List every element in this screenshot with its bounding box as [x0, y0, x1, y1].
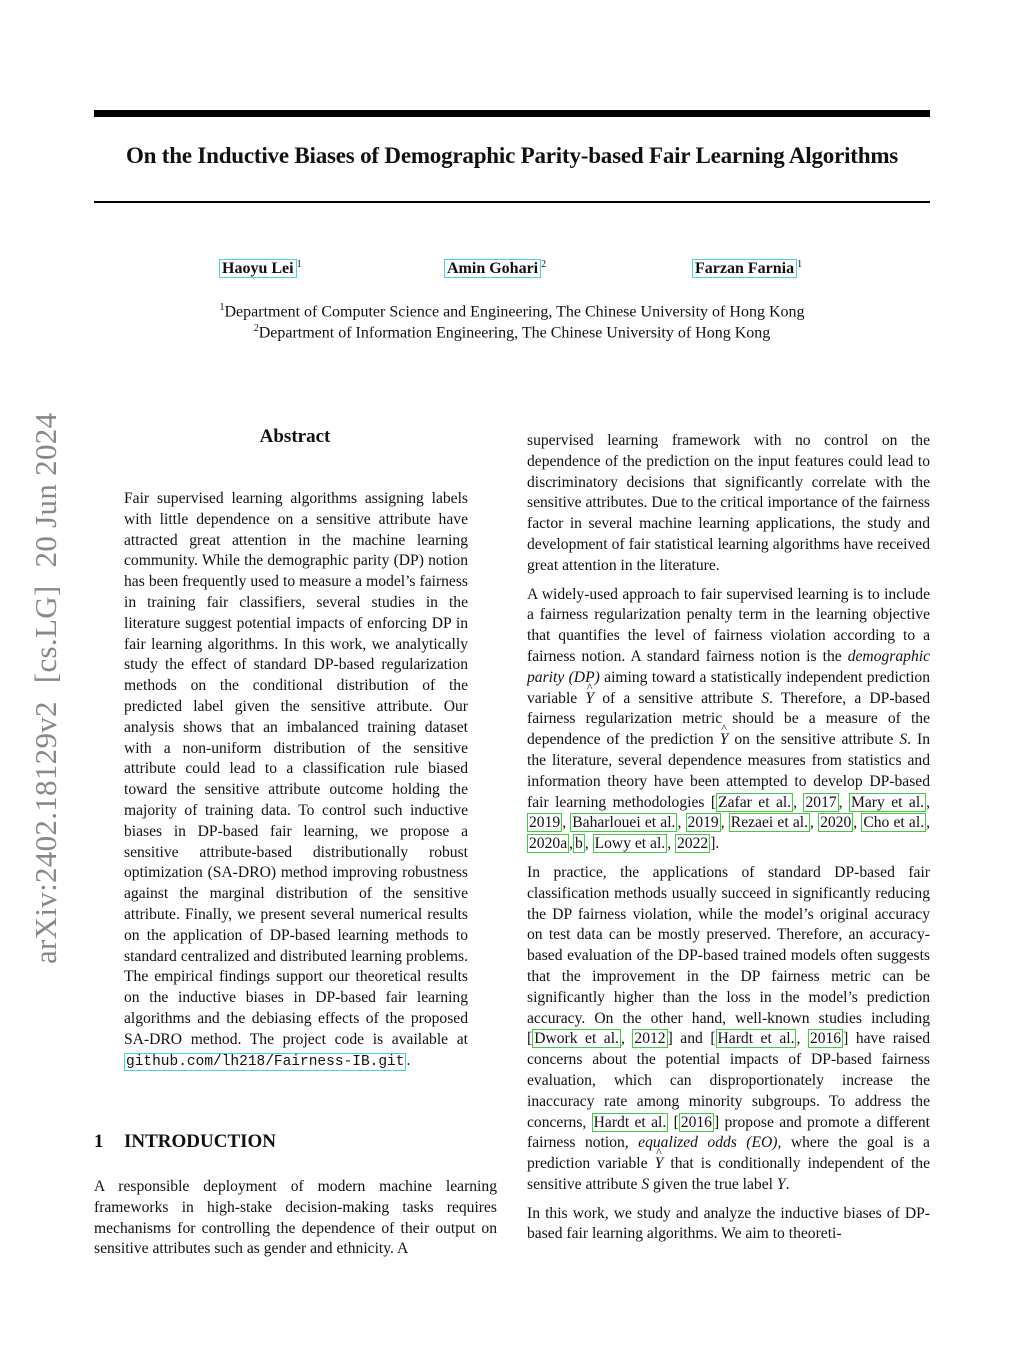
citation-link[interactable]: Lowy et al. [594, 835, 666, 853]
arxiv-side-label [28, 413, 64, 964]
arxiv-date: 20 Jun 2024 [28, 412, 63, 568]
s-symbol: S [899, 731, 908, 749]
affiliation-2 [60, 323, 964, 342]
affiliation-1 [60, 302, 964, 321]
citation-link[interactable]: 2016 [809, 1030, 842, 1048]
affiliation-2-num: 2 [253, 323, 259, 334]
intro-left-column [94, 1177, 497, 1268]
citation-link[interactable]: 2019 [687, 814, 719, 832]
abstract-text: Fair supervised learning algorithms assigning labels with little dependence on a sensitive attribute have attracted great attention in the machine learning community. While the demographic parity (DP) notion has been frequently used to measure a model’s fairness in training fair classifiers, several studies in the literature suggest potential impacts of enforcing DP in fair learning algorithms. In this work, we analytically study the effect of standard DP-based regularization methods on the conditional distribution of the predicted label given the sensitive attribute. Our analysis shows that an imbalanced training dataset with a non-uniform distribution of the sensitive attribute could lead to a classification rule biased toward the sensitive attribute outcome holding the majority of training data. To control such inductive biases in DP-based fair learning, we propose a sensitive attribute-based distributionally robust optimization (SA-DRO) method improving robustness against the marginal distribution of the sensitive attribute. Finally, we present several numerical results on the application of DP-based learning methods to standard centralized and distributed learning problems. The empirical findings support our theoretical results on the inductive biases in DP-based fair learning algorithms and the debiasing effects of the proposed SA-DRO method. The project code is available at [124, 490, 468, 1048]
intro-paragraph-5: In this work, we study and analyze the inductive biases of DP-based fair learning algorithms. We aim to theoreti- [527, 1204, 930, 1243]
citation-link[interactable]: Baharlouei et al. [572, 814, 676, 832]
paper-title: On the Inductive Biases of Demographic Parity-based Fair Learning Algorithms [125, 143, 899, 168]
citation-link[interactable]: 2019 [529, 814, 561, 832]
author-3-link[interactable]: Farzan Farnia [692, 259, 797, 278]
citation-link[interactable]: Dwork et al. [534, 1030, 619, 1048]
author-1-affil-mark: 1 [296, 259, 302, 270]
citation-link[interactable]: Hardt et al. [593, 1113, 667, 1131]
citation-link[interactable]: 2020 [820, 814, 852, 832]
abstract-heading: Abstract [259, 426, 331, 447]
abstract-body: Fair supervised learning algorithms assigning labels with little dependence on a sensitive attribute have attracted great attention in the machine learning community. While the demographic parity (DP) notion has been frequently used to measure a model’s fairness in training fair classifiers, several studies in the literature suggest potential impacts of enforcing DP in fair learning algorithms. In this work, we analytically study the effect of standard DP-based regularization methods on the conditional distribution of the predicted label given the sensitive attribute. Our analysis shows that an imbalanced training dataset with a non-uniform distribution of the sensitive attribute could lead to a classification rule biased toward the sensitive attribute outcome holding the majority of training data. To control such inductive biases in DP-based fair learning, we propose a sensitive attribute-based distributionally robust optimization (SA-DRO) method improving robustness against the marginal distribution of the sensitive attribute. Finally, we present several numerical results on the application of DP-based learning methods to standard centralized and distributed learning problems. The empirical findings support our theoretical results on the inductive biases in DP-based fair learning algorithms and the debiasing effects of the proposed SA-DRO method. The project code is available at github.com/lh218/Fairness-IB.git . [124, 490, 468, 1070]
title-rule-bottom [94, 201, 930, 203]
citation-link[interactable]: b [575, 835, 583, 853]
citation-link[interactable]: 2017 [805, 793, 837, 811]
s-symbol: S [761, 689, 770, 707]
citation-link[interactable]: 2022 [677, 835, 709, 853]
author-2-affil-mark: 2 [541, 259, 547, 270]
citation-link[interactable]: 2020a [529, 835, 568, 853]
affiliation-1-num: 1 [219, 302, 225, 313]
s-symbol: S [641, 1175, 650, 1193]
section-number: 1 [94, 1131, 104, 1152]
yhat-symbol: ^ Y [720, 730, 729, 751]
affiliation-2-text: Department of Information Engineering, The Chinese University of Hong Kong [258, 324, 771, 342]
arxiv-category: [cs.LG] [28, 585, 63, 684]
yhat-symbol: ^ Y [655, 1154, 664, 1175]
author-2 [444, 259, 546, 278]
intro-right-column [527, 431, 930, 1253]
author-1-link[interactable]: Haoyu Lei [219, 259, 297, 278]
intro-paragraph-1: A responsible deployment of modern machine learning frameworks in high-stake decision-making tasks requires mechanisms for controlling the dependence of their output on sensitive attributes such as gender and ethnicity. A [94, 1178, 497, 1258]
citation-link[interactable]: Cho et al. [863, 814, 925, 832]
dp-term: demographic parity (DP) [527, 647, 931, 686]
intro-paragraph-3: A widely-used approach to fair supervised learning is to include a fairness regularization penalty term in the learning objective that quantifies the level of fairness violation according to a fairness notion. A standard fairness notion is the demographic parity (DP) aiming toward a statistically independent prediction variable ^ Y of a sensitive attribute S. Therefore, a DP-based fairness regularization metric should be a measure of the dependence of the prediction ^ Y on the sensitive attribute S. In the literature, several dependence measures from statistics and information theory have been attempted to develop DP-based fair learning methodologies [ Zafar et al. , 2017 , Mary et al. , 2019 , Baharlouei et al. , 2019 , Rezaei et al. , 2020 , Cho et al. , 2020a , b , Lowy et al. , 2022 ]. [527, 585, 930, 855]
citation-link[interactable]: Zafar et al. [718, 793, 792, 811]
affiliation-1-text: Department of Computer Science and Engineering, The Chinese University of Hong Kong [224, 303, 805, 321]
section-heading-introduction [94, 1131, 276, 1153]
author-3-affil-mark: 1 [797, 259, 803, 270]
citation-link[interactable]: 2012 [634, 1030, 666, 1048]
title-rule-top [94, 110, 930, 117]
intro-paragraph-4: In practice, the applications of standard DP-based fair classification methods usually succeed in significantly reducing the DP fairness violation, while the model’s original accuracy on test data can be mostly preserved. Therefore, an accuracy-based evaluation of the DP-based trained models often suggests that the improvement in the DP fairness metric can be significantly higher than the loss in the model’s prediction accuracy. On the other hand, well-known studies including [ Dwork et al. , 2012 ] and [ Hardt et al. , 2016 ] have raised concerns about the potential impacts of DP-based fairness evaluation, which can disproportionately increase the inaccuracy rate among minority subgroups. To address the concerns, Hardt et al. [ 2016 ] propose and promote a different fairness notion, equalized odds (EO), where the goal is a prediction variable ^ Y that is conditionally independent of the sensitive attribute S given the true label Y. [527, 863, 930, 1196]
project-code-link[interactable]: github.com/lh218/Fairness-IB.git [126, 1053, 405, 1070]
author-2-link[interactable]: Amin Gohari [444, 259, 541, 278]
citation-link[interactable]: 2016 [680, 1113, 712, 1131]
author-1 [219, 259, 302, 278]
arxiv-id: arXiv:2402.18129v2 [28, 701, 63, 964]
section-title: INTRODUCTION [124, 1131, 277, 1152]
yhat-symbol: ^ Y [585, 689, 594, 710]
citation-link[interactable]: Rezaei et al. [730, 814, 808, 832]
citation-link[interactable]: Mary et al. [851, 793, 925, 811]
intro-paragraph-2: supervised learning framework with no control on the dependence of the prediction on the input features could lead to discriminatory decisions that significantly correlate with the sensitive attributes. Due to the critical importance of the fairness factor in several machine learning applications, the study and development of fair statistical learning algorithms have received great attention in the literature. [527, 432, 930, 574]
eo-term: equalized odds (EO) [638, 1134, 778, 1152]
y-symbol: Y [776, 1175, 786, 1193]
citation-link[interactable]: Hardt et al. [717, 1030, 795, 1048]
author-3 [692, 259, 802, 278]
